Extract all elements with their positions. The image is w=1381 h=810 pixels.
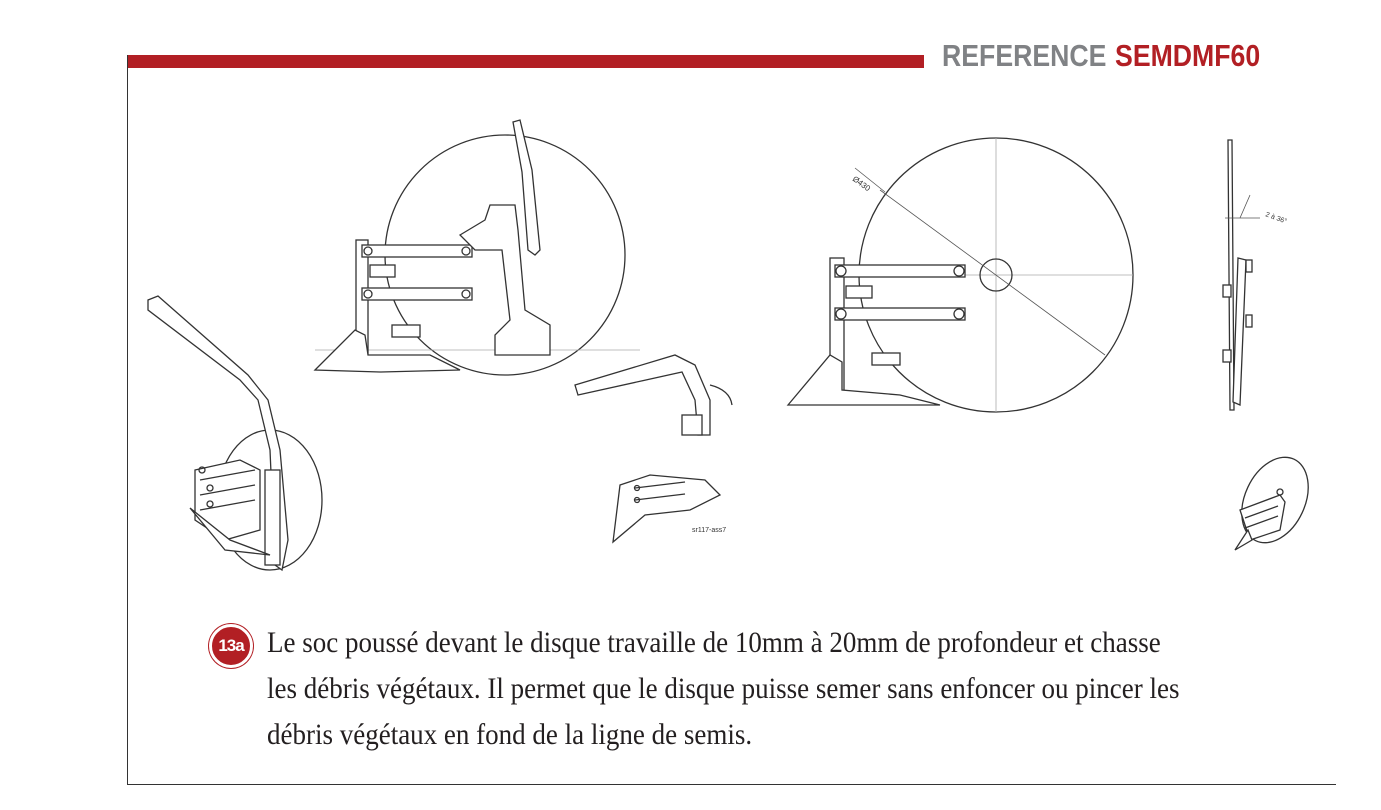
caption-text <box>267 620 1221 758</box>
diameter-label: Ø430 <box>850 174 872 194</box>
angle-label: 2 à 36° <box>1264 211 1288 226</box>
left-border-line <box>127 55 128 785</box>
small-right-view-drawing <box>1229 447 1321 554</box>
caption-line: débris végétaux en fond de la ligne de semis. <box>267 718 753 751</box>
caption-line: les débris végétaux. Il permet que le disque puisse semer sans enfoncer ou pincer les <box>267 672 1180 705</box>
small-perspective-view-drawing <box>575 355 732 542</box>
reference-label: REFERENCE <box>942 38 1107 73</box>
part-number-label: sr117-ass7 <box>692 527 727 534</box>
technical-drawing-svg <box>130 110 1330 580</box>
reference-code: SEMDMF60 <box>1115 38 1261 73</box>
technical-drawing <box>130 110 1330 580</box>
caption-line: Le soc poussé devant le disque travaille de 10mm à 20mm de profondeur et chasse <box>267 626 1161 659</box>
side-view-drawing <box>788 138 1133 412</box>
header-red-bar <box>127 55 924 68</box>
edge-view-drawing <box>1223 140 1288 410</box>
bottom-border-line <box>127 784 1336 785</box>
step-badge <box>209 624 253 668</box>
front-view-drawing <box>315 120 640 375</box>
perspective-view-drawing <box>148 296 322 570</box>
step-badge-label: 13a <box>218 636 244 655</box>
reference-title <box>942 38 1260 74</box>
